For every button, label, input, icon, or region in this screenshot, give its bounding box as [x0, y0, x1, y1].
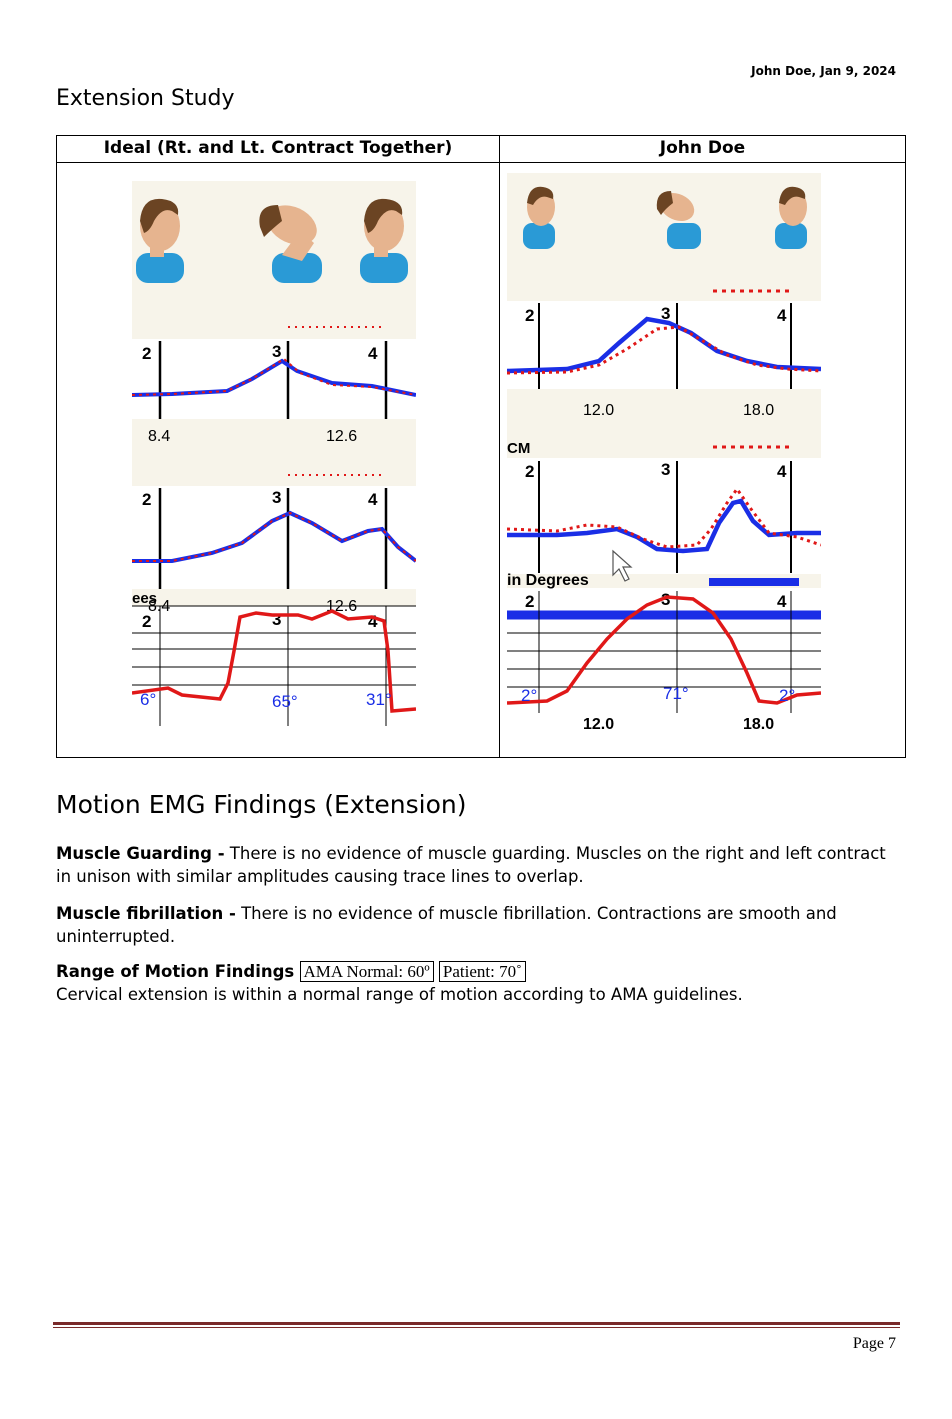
ideal-top-marker-3: 3	[272, 342, 282, 361]
patient-head-neutral-icon	[523, 187, 555, 249]
patient-mid-marker-3: 3	[661, 460, 671, 479]
patient-rom-box: Patient: 70˚	[439, 961, 526, 982]
patient-top-marker-3: 3	[661, 304, 671, 323]
patient-rom-deg-end: 2°	[779, 686, 796, 705]
ideal-rom-tick-8-4: 8.4	[148, 598, 171, 615]
head-neutral-icon	[136, 199, 184, 283]
fibrillation-text: There is no evidence of muscle fibrillation. Contractions are smooth and uninterrupted.	[56, 904, 837, 946]
guarding-paragraph	[56, 842, 906, 888]
ideal-emg-panel	[132, 181, 416, 726]
patient-mid-marker-2: 2	[525, 462, 535, 481]
ideal-mid-marker-3: 3	[272, 488, 282, 507]
patient-rom-marker-4: 4	[777, 592, 787, 611]
guarding-text: There is no evidence of muscle guarding. Muscles on the right and left contract in unison with similar amplitudes causing trace lines to overlap.	[56, 844, 886, 886]
comparison-table	[56, 135, 906, 758]
ama-normal-box: AMA Normal: 60º	[300, 961, 434, 982]
patient-mid-marker-4: 4	[777, 462, 787, 481]
patient-top-marker-2: 2	[525, 306, 535, 325]
study-title: Extension Study	[56, 86, 235, 111]
patient-rom-deg-start: 2°	[521, 686, 538, 705]
patient-rom-header: in Degrees	[507, 572, 589, 589]
ideal-column-header: Ideal (Rt. and Lt. Contract Together)	[103, 138, 453, 158]
ideal-rom-header: ees	[132, 590, 158, 607]
page-number: Page 7	[852, 1335, 896, 1352]
ideal-rom-marker-4: 4	[368, 612, 378, 631]
head-return-icon	[360, 199, 408, 283]
ideal-rom-deg-start: 6°	[140, 690, 157, 709]
guarding-label: Muscle Guarding -	[56, 844, 225, 863]
patient-rom-tick-18: 18.0	[743, 716, 775, 731]
fibrillation-label: Muscle fibrillation -	[56, 904, 236, 923]
patient-rom-tick-12: 12.0	[583, 716, 615, 731]
head-extended-icon	[259, 198, 323, 283]
ideal-top-marker-2: 2	[142, 344, 152, 363]
ideal-mid-marker-2: 2	[142, 490, 152, 509]
ideal-rom-marker-2: 2	[142, 612, 152, 631]
ideal-rom-deg-peak: 65°	[272, 692, 298, 711]
rom-findings-paragraph	[56, 960, 906, 1006]
ideal-tick-8-4: 8.4	[148, 428, 171, 445]
ideal-rom-tick-12-6: 12.6	[326, 598, 358, 615]
patient-rom-marker-3: 3	[661, 590, 671, 609]
ideal-top-marker-4: 4	[368, 344, 378, 363]
patient-emg-panel	[507, 173, 821, 731]
ideal-rom-deg-end: 31°	[366, 690, 392, 709]
patient-rom-deg-peak: 71°	[663, 684, 689, 703]
ideal-rom-marker-3: 3	[272, 610, 282, 629]
patient-mid-label: CM	[507, 440, 531, 457]
findings-title: Motion EMG Findings (Extension)	[56, 790, 467, 819]
patient-top-marker-4: 4	[777, 306, 787, 325]
report-header: John Doe, Jan 9, 2024	[751, 64, 896, 78]
patient-tick-12: 12.0	[583, 402, 615, 419]
patient-head-extended-icon	[655, 188, 701, 249]
patient-column-header: John Doe	[659, 138, 746, 158]
rom-findings-label: Range of Motion Findings	[56, 962, 295, 981]
ideal-mid-marker-4: 4	[368, 490, 378, 509]
patient-head-return-icon	[775, 187, 807, 249]
patient-tick-18: 18.0	[743, 402, 775, 419]
rom-findings-text: Cervical extension is within a normal range of motion according to AMA guidelines.	[56, 985, 743, 1004]
fibrillation-paragraph	[56, 902, 906, 948]
footer-rule-thin	[53, 1327, 900, 1328]
footer-rule	[53, 1322, 900, 1325]
ideal-tick-12-6: 12.6	[326, 428, 358, 445]
patient-rom-marker-2: 2	[525, 592, 535, 611]
